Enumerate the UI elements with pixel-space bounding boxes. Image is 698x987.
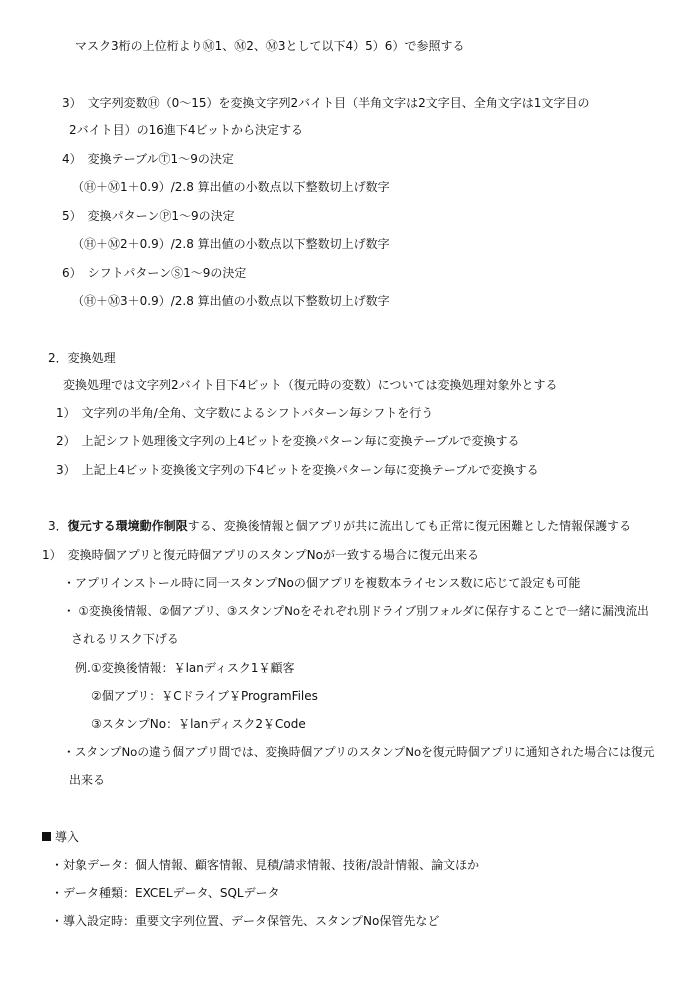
- example-line: ③スタンプNo：￥lanディスク2￥Code: [91, 717, 306, 731]
- section-heading: 2．変換処理: [48, 351, 116, 365]
- list-item: 6） シフトパターンⓈ1～9の決定: [62, 266, 247, 280]
- text-line: 出来る: [69, 773, 106, 787]
- list-item: 1） 変換時個アプリと復元時個アプリのスタンプNoが一致する場合に復元出来る: [42, 548, 479, 562]
- section-title-bold: 復元する環境動作制限: [67, 519, 188, 533]
- text-line: 2バイト目）の16進下4ビットから決定する: [69, 123, 304, 137]
- section-heading: [42, 829, 79, 845]
- list-item: 2） 上記シフト処理後文字列の上4ビットを変換パターン毎に変換テーブルで変換する: [56, 434, 520, 448]
- section-title-rest: する、変換後情報と個アプリが共に流出しても正常に復元困難とした情報保護する: [187, 519, 632, 533]
- bullet-item: ・データ種類：EXCELデータ、SQLデータ: [51, 886, 280, 900]
- bullet-item: ・スタンプNoの違う個アプリ間では、変換時個アプリのスタンプNoを復元時個アプリに通知された場合には復元: [63, 745, 655, 759]
- section-number: 3．: [48, 519, 68, 533]
- bullet-item: ・ ①変換後情報、②個アプリ、③スタンプNoをそれぞれ別ドライブ別フォルダに保存することで一緒に漏洩流出: [63, 604, 649, 618]
- list-item: 1） 文字列の半角/全角、文字数によるシフトパターン毎シフトを行う: [56, 406, 434, 420]
- section-heading: [48, 518, 631, 534]
- text-line: 変換処理では文字列2バイト目下4ビット（復元時の変数）については変換処理対象外とする: [63, 378, 558, 392]
- text-line: マスク3桁の上位桁よりⓂ1、Ⓜ2、Ⓜ3として以下4）5）6）で参照する: [75, 39, 465, 53]
- example-line: 例.①変換後情報：￥lanディスク1￥顧客: [75, 661, 295, 675]
- text-line: されるリスク下げる: [71, 632, 179, 646]
- example-line: ②個アプリ：￥Cドライブ￥ProgramFiles: [91, 689, 318, 703]
- section-title: 導入: [55, 830, 80, 844]
- list-item: 4） 変換テーブルⓉ1～9の決定: [62, 152, 234, 166]
- bullet-item: ・対象データ：個人情報、顧客情報、見積/請求情報、技術/設計情報、論文ほか: [51, 858, 480, 872]
- bullet-item: ・アプリインストール時に同一スタンプNoの個アプリを複数本ライセンス数に応じて設定も可能: [63, 576, 581, 590]
- list-item: 3） 上記上4ビット変換後文字列の下4ビットを変換パターン毎に変換テーブルで変換する: [56, 463, 539, 477]
- list-item: 3） 文字列変数Ⓗ（0～15）を変換文字列2バイト目（半角文字は2文字目、全角文字は1文字目の: [62, 96, 590, 110]
- formula-line: （Ⓗ＋Ⓜ1＋0.9）/2.8 算出値の小数点以下整数切上げ数字: [72, 180, 390, 194]
- list-item: 5） 変換パターンⓅ1～9の決定: [62, 209, 235, 223]
- formula-line: （Ⓗ＋Ⓜ2＋0.9）/2.8 算出値の小数点以下整数切上げ数字: [72, 237, 390, 251]
- formula-line: （Ⓗ＋Ⓜ3＋0.9）/2.8 算出値の小数点以下整数切上げ数字: [72, 294, 390, 308]
- bullet-item: ・導入設定時：重要文字列位置、データ保管先、スタンプNo保管先など: [51, 914, 440, 928]
- black-square-icon: [42, 832, 51, 841]
